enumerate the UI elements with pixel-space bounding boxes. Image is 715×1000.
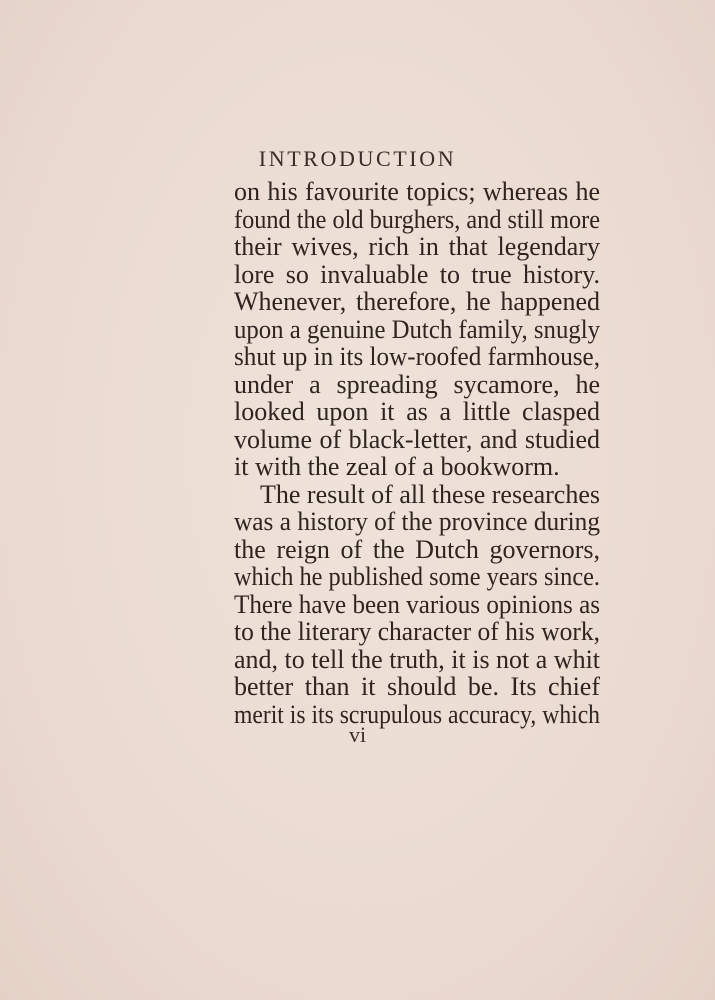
body-text (234, 178, 600, 728)
text-line: to the literary character of his work, (234, 617, 600, 646)
text-line: their wives, rich in that legendary (234, 232, 600, 261)
text-line: found the old burghers, and still more (234, 204, 601, 234)
text-line: was a history of the province during (234, 507, 601, 536)
text-line: merit is its scrupulous accuracy, which (234, 699, 601, 729)
running-head: INTRODUCTION (258, 146, 457, 171)
text-line: lore so invaluable to true history. (234, 259, 600, 289)
text-line: There have been various opinions as (234, 589, 601, 619)
page-number: vi (348, 722, 367, 747)
text-line: on his favourite topics; whereas he (234, 177, 600, 206)
text-line: better than it should be. Its chief (234, 672, 600, 701)
text-line: under a spreading sycamore, he (234, 369, 600, 399)
text-line: Whenever, therefore, he happened (234, 287, 600, 316)
text-line: which he published some years since. (234, 562, 600, 591)
text-line: volume of black-letter, and studied (234, 424, 600, 454)
text-line: upon a genuine Dutch family, snugly (234, 314, 601, 344)
text-line: looked upon it as a little clasped (234, 397, 600, 426)
paragraph-end-line: it with the zeal of a bookworm. (234, 452, 560, 481)
text-line: and, to tell the truth, it is not a whit (234, 644, 601, 674)
text-line: the reign of the Dutch governors, (234, 534, 600, 564)
text-line: shut up in its low-roofed farmhouse, (234, 342, 601, 371)
paragraph-start-line: The result of all these researches (260, 479, 601, 509)
